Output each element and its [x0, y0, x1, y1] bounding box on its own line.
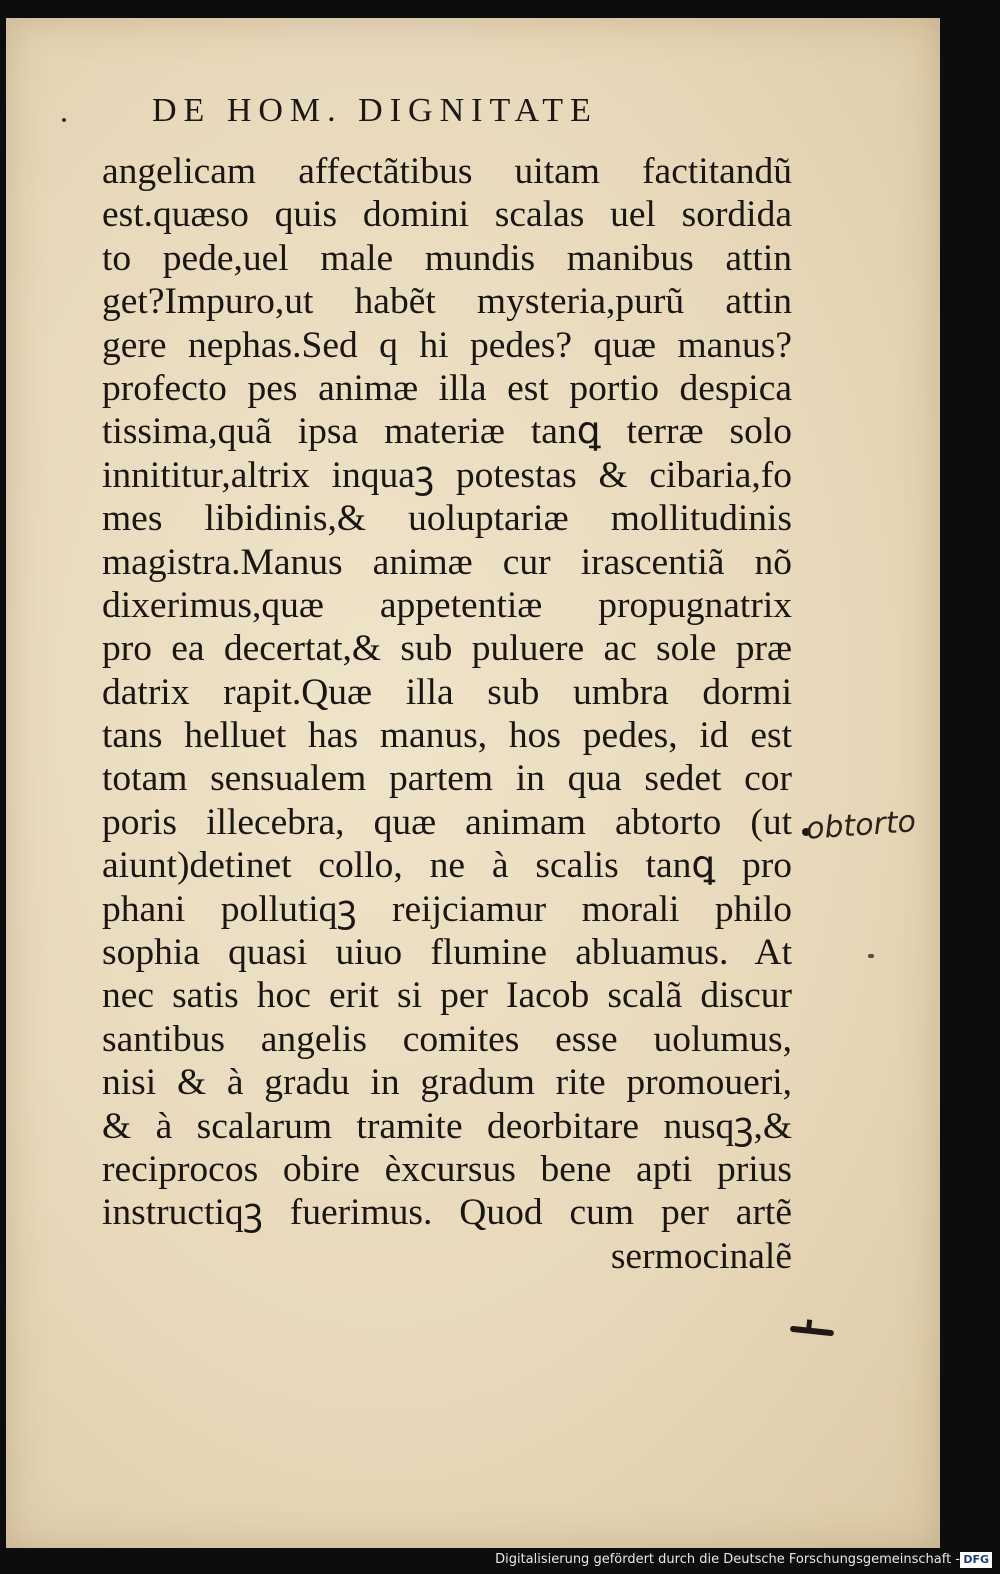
dfg-logo: DFG: [960, 1552, 992, 1568]
footer-bar: [0, 1548, 1000, 1574]
running-title: DE HOM. DIGNITATE: [152, 92, 598, 129]
text-line: pro ea decertat,& sub puluere ac sole præ: [102, 628, 792, 670]
text-line: mes libidinis,& uoluptariæ mollitudinis: [102, 498, 792, 540]
text-line: reciprocos obire èxcursus bene apti prius: [102, 1148, 792, 1190]
footer-credit: Digitalisierung gefördert durch die Deutsche Forschungsgemeinschaft -: [495, 1552, 960, 1567]
text-line: dixerimus,quæ appetentiæ propugnatrix: [102, 584, 792, 626]
text-line: gere nephas.Sed q hi pedes? quæ manus?: [102, 324, 792, 366]
text-line: profecto pes animæ illa est portio despica: [102, 367, 792, 409]
text-line: magistra.Manus animæ cur irascentiã nõ: [102, 541, 792, 583]
text-line: angelicam affectãtibus uitam factitandũ: [102, 151, 792, 192]
ink-dot: [62, 118, 66, 122]
text-line: instructiqꝫ fuerimus. Quod cum per artẽ: [102, 1192, 792, 1234]
text-line: nec satis hoc erit si per Iacob scalã discur: [102, 975, 792, 1017]
pen-mark: [790, 1326, 834, 1337]
text-line: to pede,uel male mundis manibus attin: [102, 237, 792, 279]
text-line: & à scalarum tramite deorbitare nusqꝫ,&: [102, 1105, 792, 1147]
book-page: [6, 18, 940, 1548]
text-line: aiunt)detinet collo, ne à scalis tanꝗ pro: [102, 845, 792, 887]
text-line: santibus angelis comites esse uolumus,: [102, 1018, 792, 1060]
text-line: poris illecebra, quæ animam abtorto (ut: [102, 801, 792, 843]
text-line: get?Impuro,ut habẽt mysteria,purũ attin: [102, 281, 792, 323]
text-line: totam sensualem partem in qua sedet cor: [102, 758, 792, 800]
text-line: nisi & à gradu in gradum rite promoueri,: [102, 1062, 792, 1104]
text-line: est.quæso quis domini scalas uel sordida: [102, 194, 792, 236]
text-line: tans helluet has manus, hos pedes, id est: [102, 715, 792, 757]
text-line: innititur,altrix inquaꝫ potestas & cibaria,fo: [102, 454, 792, 496]
text-line: datrix rapit.Quæ illa sub umbra dormi: [102, 671, 792, 713]
catchword: sermocinalẽ: [610, 1235, 792, 1277]
text-line: sophia quasi uiuo flumine abluamus. At: [102, 932, 792, 974]
text-line: phani pollutiqꝫ reijciamur morali philo: [102, 888, 792, 930]
paper-speck: [868, 954, 874, 958]
body-text: [102, 150, 792, 1278]
text-line: tissima,quã ipsa materiæ tanꝗ terræ solo: [102, 411, 792, 453]
marginal-note: obtorto: [804, 804, 918, 847]
